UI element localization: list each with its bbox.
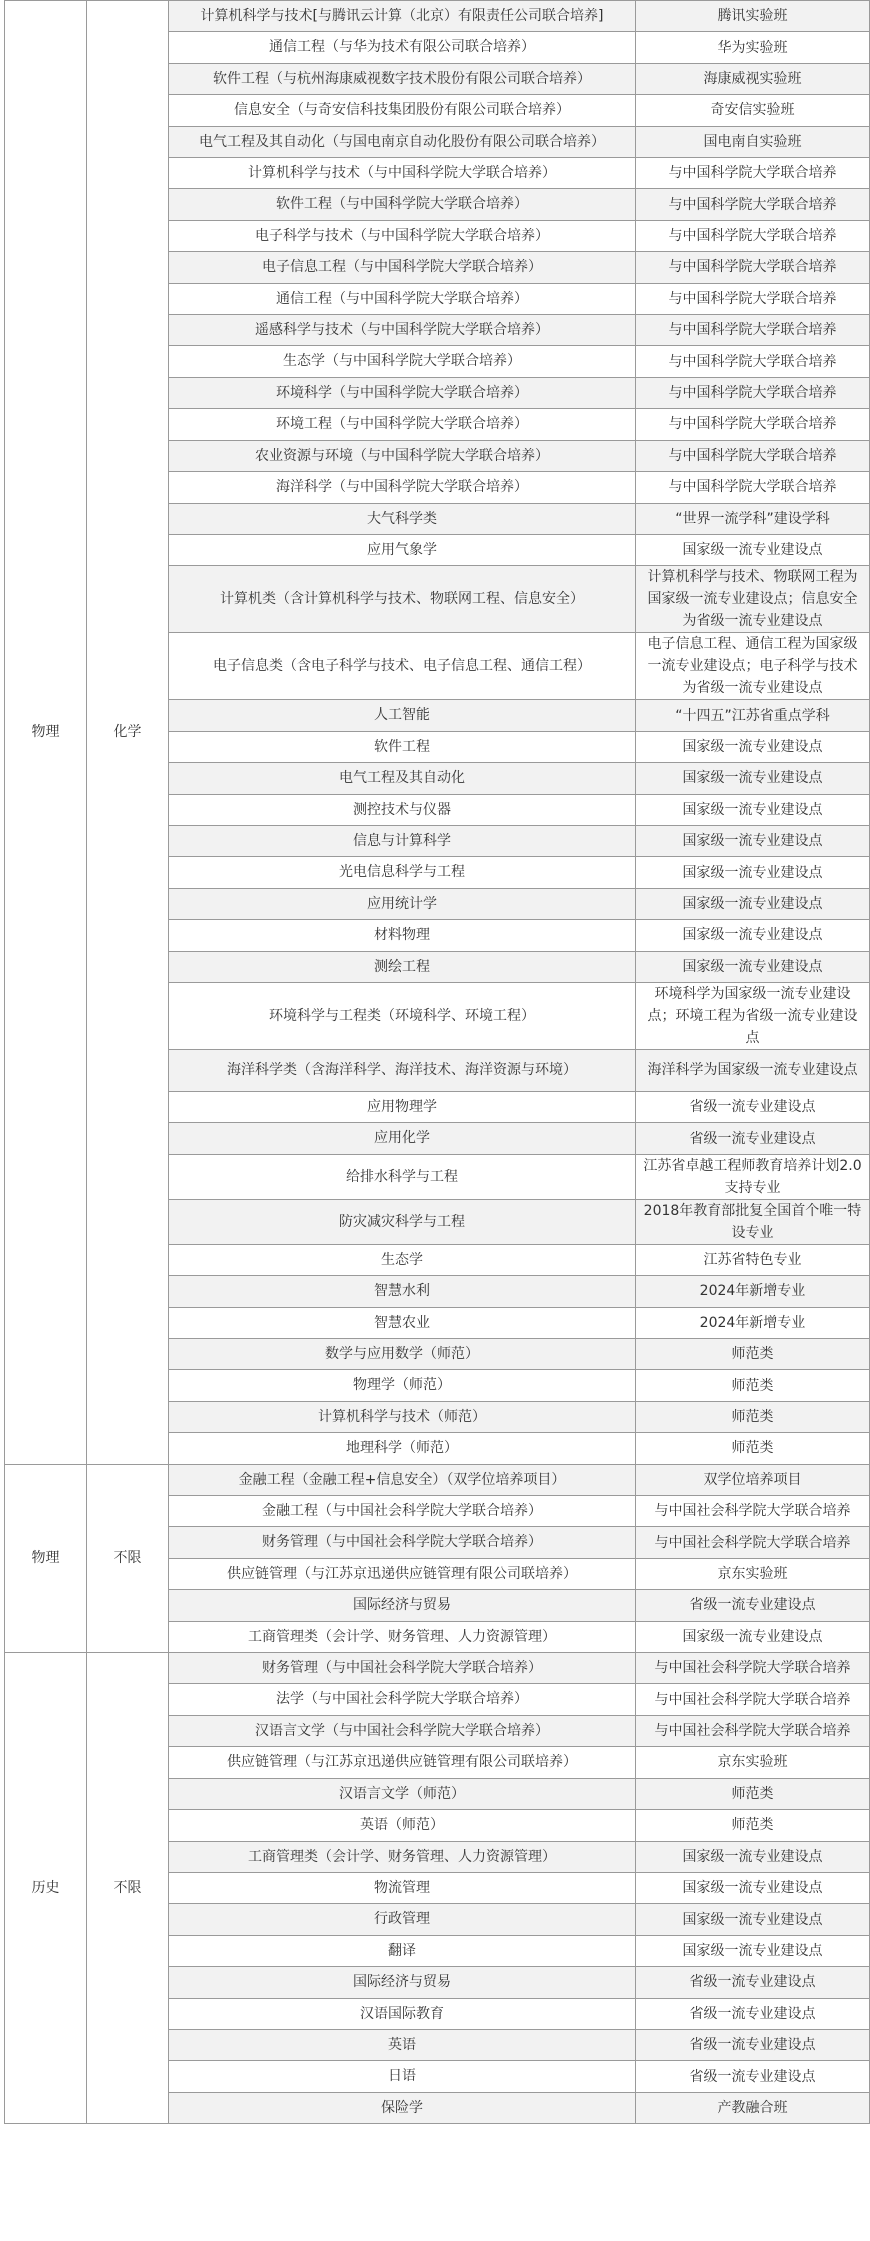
major-note-cell: 国家级一流专业建设点	[636, 731, 870, 762]
major-note-cell: “世界一流学科”建设学科	[636, 503, 870, 534]
major-name-cell: 地理科学（师范）	[169, 1433, 636, 1464]
major-name-cell: 供应链管理（与江苏京迅递供应链管理有限公司联培养）	[169, 1558, 636, 1589]
majors-table-container	[4, 0, 862, 2124]
major-note-cell: 2018年教育部批复全国首个唯一特设专业	[636, 1199, 870, 1244]
major-name-cell: 供应链管理（与江苏京迅递供应链管理有限公司联培养）	[169, 1747, 636, 1778]
major-note-cell: 国家级一流专业建设点	[636, 1935, 870, 1966]
major-name-cell: 信息安全（与奇安信科技集团股份有限公司联合培养）	[169, 95, 636, 126]
major-note-cell: 国家级一流专业建设点	[636, 888, 870, 919]
major-note-cell: 国家级一流专业建设点	[636, 1841, 870, 1872]
major-note-cell: 与中国社会科学院大学联合培养	[636, 1684, 870, 1715]
major-name-cell: 财务管理（与中国社会科学院大学联合培养）	[169, 1527, 636, 1558]
major-name-cell: 汉语言文学（与中国社会科学院大学联合培养）	[169, 1715, 636, 1746]
major-note-cell: 国家级一流专业建设点	[636, 920, 870, 951]
major-name-cell: 信息与计算科学	[169, 825, 636, 856]
major-name-cell: 工商管理类（会计学、财务管理、人力资源管理）	[169, 1841, 636, 1872]
major-name-cell: 保险学	[169, 2092, 636, 2123]
major-note-cell: 国家级一流专业建设点	[636, 1904, 870, 1935]
major-name-cell: 智慧水利	[169, 1276, 636, 1307]
major-name-cell: 财务管理（与中国社会科学院大学联合培养）	[169, 1653, 636, 1684]
major-name-cell: 农业资源与环境（与中国科学院大学联合培养）	[169, 440, 636, 471]
major-note-cell: 与中国科学院大学联合培养	[636, 158, 870, 189]
major-note-cell: 华为实验班	[636, 32, 870, 63]
major-note-cell: 电子信息工程、通信工程为国家级一流专业建设点；电子科学与技术为省级一流专业建设点	[636, 633, 870, 700]
major-name-cell: 软件工程	[169, 731, 636, 762]
major-note-cell: 师范类	[636, 1810, 870, 1841]
major-name-cell: 光电信息科学与工程	[169, 857, 636, 888]
secondary-subject-cell: 不限	[87, 1464, 169, 1652]
major-name-cell: 遥感科学与技术（与中国科学院大学联合培养）	[169, 315, 636, 346]
major-note-cell: 京东实验班	[636, 1747, 870, 1778]
major-name-cell: 国际经济与贸易	[169, 1967, 636, 1998]
major-note-cell: 国家级一流专业建设点	[636, 857, 870, 888]
major-note-cell: 与中国科学院大学联合培养	[636, 252, 870, 283]
major-note-cell: 国家级一流专业建设点	[636, 1872, 870, 1903]
major-note-cell: 与中国社会科学院大学联合培养	[636, 1527, 870, 1558]
major-name-cell: 英语	[169, 2029, 636, 2060]
major-name-cell: 海洋科学（与中国科学院大学联合培养）	[169, 472, 636, 503]
major-name-cell: 金融工程（金融工程+信息安全）（双学位培养项目）	[169, 1464, 636, 1495]
major-note-cell: 与中国科学院大学联合培养	[636, 315, 870, 346]
major-name-cell: 计算机科学与技术（与中国科学院大学联合培养）	[169, 158, 636, 189]
major-name-cell: 防灾减灾科学与工程	[169, 1199, 636, 1244]
major-name-cell: 材料物理	[169, 920, 636, 951]
major-name-cell: 通信工程（与中国科学院大学联合培养）	[169, 283, 636, 314]
major-name-cell: 应用物理学	[169, 1091, 636, 1122]
major-note-cell: 与中国科学院大学联合培养	[636, 377, 870, 408]
major-name-cell: 生态学	[169, 1244, 636, 1275]
major-name-cell: 电子信息工程（与中国科学院大学联合培养）	[169, 252, 636, 283]
major-name-cell: 软件工程（与中国科学院大学联合培养）	[169, 189, 636, 220]
major-note-cell: 师范类	[636, 1401, 870, 1432]
major-name-cell: 物理学（师范）	[169, 1370, 636, 1401]
primary-subject-cell: 物理	[5, 1, 87, 1465]
major-name-cell: 海洋科学类（含海洋科学、海洋技术、海洋资源与环境）	[169, 1049, 636, 1091]
major-note-cell: 京东实验班	[636, 1558, 870, 1589]
major-name-cell: 环境科学与工程类（环境科学、环境工程）	[169, 982, 636, 1049]
table-row	[5, 1, 870, 32]
major-name-cell: 电子信息类（含电子科学与技术、电子信息工程、通信工程）	[169, 633, 636, 700]
major-note-cell: 江苏省特色专业	[636, 1244, 870, 1275]
major-note-cell: 与中国科学院大学联合培养	[636, 409, 870, 440]
major-name-cell: 电气工程及其自动化（与国电南京自动化股份有限公司联合培养）	[169, 126, 636, 157]
major-note-cell: 省级一流专业建设点	[636, 1123, 870, 1154]
major-note-cell: 省级一流专业建设点	[636, 2029, 870, 2060]
major-name-cell: 工商管理类（会计学、财务管理、人力资源管理）	[169, 1621, 636, 1652]
primary-subject-cell: 物理	[5, 1464, 87, 1652]
major-note-cell: 师范类	[636, 1433, 870, 1464]
major-name-cell: 电气工程及其自动化	[169, 763, 636, 794]
table-row	[5, 1653, 870, 1684]
table-row	[5, 1464, 870, 1495]
major-note-cell: 江苏省卓越工程师教育培养计划2.0支持专业	[636, 1154, 870, 1199]
major-name-cell: 汉语国际教育	[169, 1998, 636, 2029]
major-note-cell: 腾讯实验班	[636, 1, 870, 32]
major-note-cell: 国家级一流专业建设点	[636, 534, 870, 565]
major-note-cell: 2024年新增专业	[636, 1307, 870, 1338]
major-note-cell: 与中国社会科学院大学联合培养	[636, 1653, 870, 1684]
major-note-cell: 师范类	[636, 1370, 870, 1401]
secondary-subject-cell: 化学	[87, 1, 169, 1465]
major-name-cell: 计算机科学与技术（师范）	[169, 1401, 636, 1432]
major-note-cell: 海康威视实验班	[636, 63, 870, 94]
major-name-cell: 环境科学（与中国科学院大学联合培养）	[169, 377, 636, 408]
major-note-cell: 国家级一流专业建设点	[636, 763, 870, 794]
major-note-cell: 国家级一流专业建设点	[636, 1621, 870, 1652]
major-name-cell: 通信工程（与华为技术有限公司联合培养）	[169, 32, 636, 63]
major-name-cell: 给排水科学与工程	[169, 1154, 636, 1199]
major-name-cell: 汉语言文学（师范）	[169, 1778, 636, 1809]
major-name-cell: 环境工程（与中国科学院大学联合培养）	[169, 409, 636, 440]
secondary-subject-cell: 不限	[87, 1653, 169, 2124]
major-note-cell: 与中国科学院大学联合培养	[636, 189, 870, 220]
major-note-cell: 与中国科学院大学联合培养	[636, 220, 870, 251]
major-name-cell: 国际经济与贸易	[169, 1590, 636, 1621]
major-note-cell: 与中国社会科学院大学联合培养	[636, 1496, 870, 1527]
major-name-cell: 应用统计学	[169, 888, 636, 919]
major-name-cell: 智慧农业	[169, 1307, 636, 1338]
majors-table-body	[5, 1, 870, 2124]
major-name-cell: 翻译	[169, 1935, 636, 1966]
major-name-cell: 数学与应用数学（师范）	[169, 1339, 636, 1370]
major-name-cell: 法学（与中国社会科学院大学联合培养）	[169, 1684, 636, 1715]
major-note-cell: 国家级一流专业建设点	[636, 794, 870, 825]
major-note-cell: 与中国科学院大学联合培养	[636, 283, 870, 314]
major-name-cell: 英语（师范）	[169, 1810, 636, 1841]
major-name-cell: 应用气象学	[169, 534, 636, 565]
major-name-cell: 金融工程（与中国社会科学院大学联合培养）	[169, 1496, 636, 1527]
major-name-cell: 应用化学	[169, 1123, 636, 1154]
major-name-cell: 测控技术与仪器	[169, 794, 636, 825]
major-name-cell: 计算机科学与技术[与腾讯云计算（北京）有限责任公司联合培养]	[169, 1, 636, 32]
major-name-cell: 人工智能	[169, 700, 636, 731]
majors-table	[4, 0, 870, 2124]
major-note-cell: 省级一流专业建设点	[636, 2061, 870, 2092]
major-note-cell: 环境科学为国家级一流专业建设点；环境工程为省级一流专业建设点	[636, 982, 870, 1049]
major-name-cell: 日语	[169, 2061, 636, 2092]
major-note-cell: 与中国科学院大学联合培养	[636, 440, 870, 471]
major-name-cell: 计算机类（含计算机科学与技术、物联网工程、信息安全）	[169, 566, 636, 633]
major-note-cell: 产教融合班	[636, 2092, 870, 2123]
major-note-cell: 奇安信实验班	[636, 95, 870, 126]
major-name-cell: 软件工程（与杭州海康威视数字技术股份有限公司联合培养）	[169, 63, 636, 94]
major-name-cell: 行政管理	[169, 1904, 636, 1935]
major-note-cell: 与中国科学院大学联合培养	[636, 346, 870, 377]
major-note-cell: 省级一流专业建设点	[636, 1091, 870, 1122]
major-note-cell: 师范类	[636, 1339, 870, 1370]
major-note-cell: 双学位培养项目	[636, 1464, 870, 1495]
major-note-cell: 省级一流专业建设点	[636, 1590, 870, 1621]
major-name-cell: 测绘工程	[169, 951, 636, 982]
major-name-cell: 生态学（与中国科学院大学联合培养）	[169, 346, 636, 377]
major-note-cell: 省级一流专业建设点	[636, 1967, 870, 1998]
primary-subject-cell: 历史	[5, 1653, 87, 2124]
major-note-cell: 与中国社会科学院大学联合培养	[636, 1715, 870, 1746]
major-note-cell: 国家级一流专业建设点	[636, 825, 870, 856]
major-note-cell: 与中国科学院大学联合培养	[636, 472, 870, 503]
major-note-cell: 海洋科学为国家级一流专业建设点	[636, 1049, 870, 1091]
major-name-cell: 大气科学类	[169, 503, 636, 534]
major-note-cell: 省级一流专业建设点	[636, 1998, 870, 2029]
major-note-cell: “十四五”江苏省重点学科	[636, 700, 870, 731]
major-note-cell: 国家级一流专业建设点	[636, 951, 870, 982]
major-note-cell: 师范类	[636, 1778, 870, 1809]
major-note-cell: 2024年新增专业	[636, 1276, 870, 1307]
major-note-cell: 国电南自实验班	[636, 126, 870, 157]
major-name-cell: 物流管理	[169, 1872, 636, 1903]
major-note-cell: 计算机科学与技术、物联网工程为国家级一流专业建设点；信息安全为省级一流专业建设点	[636, 566, 870, 633]
major-name-cell: 电子科学与技术（与中国科学院大学联合培养）	[169, 220, 636, 251]
